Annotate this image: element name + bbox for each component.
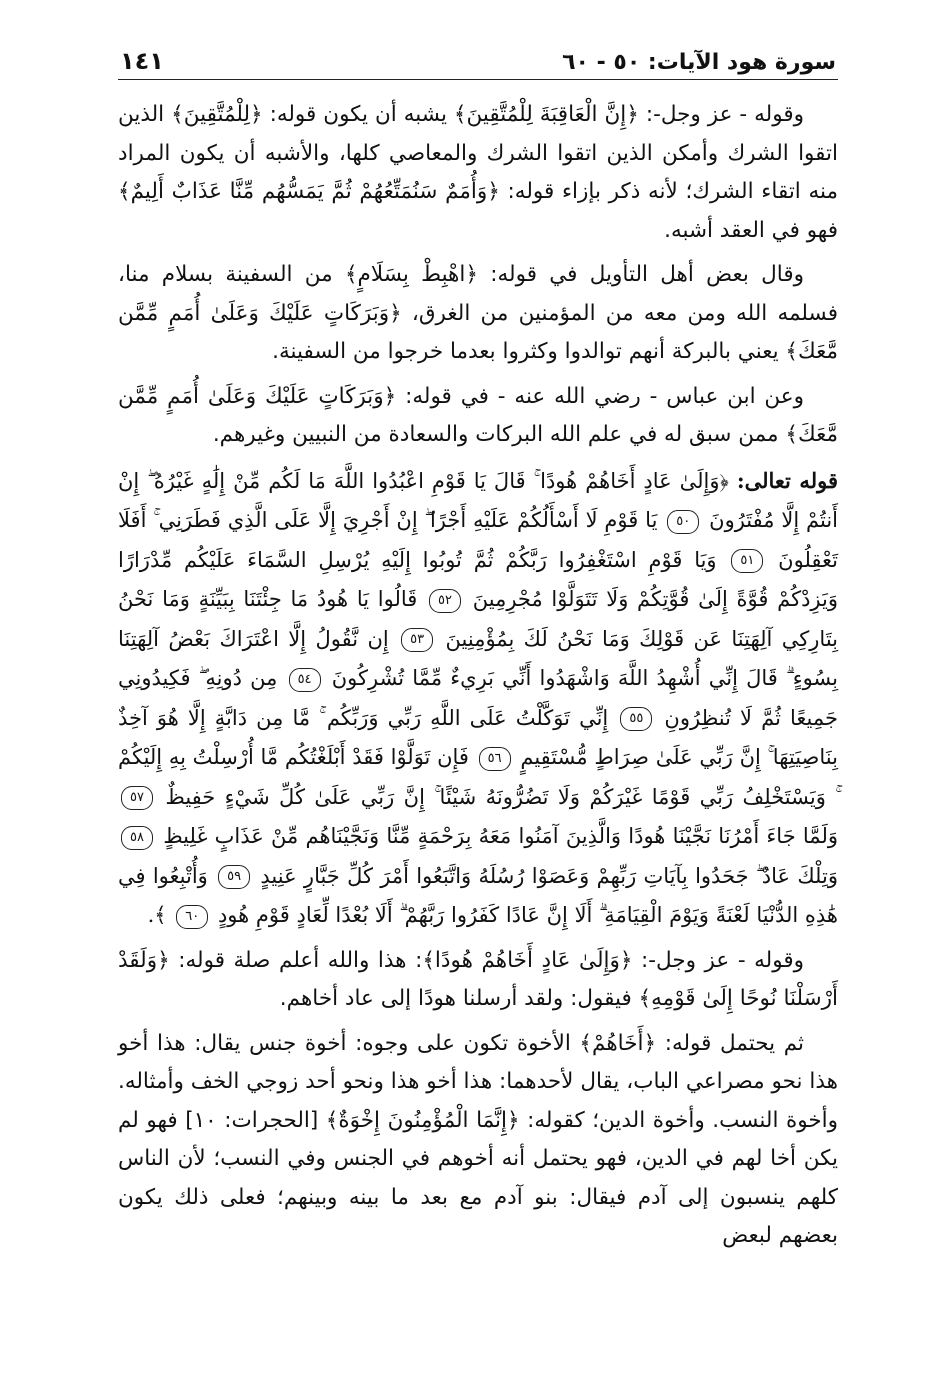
paragraph-commentary-6: ثم يحتمل قوله: ﴿أَخَاهُمْ﴾ الأخوة تكون على وجوه: أخوة جنس يقال: هذا أخو هذا نحو مصراعي الباب، يقال لأحدهما: هذا أخو هذا ونحو أحد زوجي الخف وأمثاله. وأخوة النسب. وأخوة الدين؛ كقوله: ﴿إِنَّمَا الْمُؤْمِنُونَ إِخْوَةٌ﴾ [الحجرات: ١٠] فهو لم يكن أخا لهم في الدين، فهو يحتمل أنه أخوهم في الجنس وفي النسب؛ لأن الناس كلهم ينسبون إلى آدم فيقال: بنو آدم مع بعد ما بينه وبينهم؛ فعلى ذلك يكون بعضهم لبعض bbox=[118, 1030, 838, 1248]
paragraph-commentary-1: وقوله - عز وجل-: ﴿إِنَّ الْعَاقِبَةَ لِلْمُتَّقِينَ﴾ يشبه أن يكون قوله: ﴿لِلْمُتَّقِينَ﴾ الذين اتقوا الشرك وأمكن الذين اتقوا الشرك والمعاصي كلها، والأشبه أن يكون المراد منه اتقاء الشرك؛ لأنه ذكر بإزاء قوله: ﴿وَأُمَمٌ سَنُمَتِّعُهُمْ ثُمَّ يَمَسُّهُم مِّنَّا عَذَابٌ أَلِيمٌ﴾ فهو في العقد أشبه. bbox=[118, 102, 838, 243]
verse-51: يَا قَوْمِ لَا أَسْأَلُكُمْ عَلَيْهِ أَجْرًا ۖ إِنْ أَجْرِيَ إِلَّا عَلَى الَّذِي فَطَرَنِي ۚ أَفَلَا تَعْقِلُونَ bbox=[118, 508, 838, 572]
ayah-marker-55: ٥٥ bbox=[620, 707, 652, 731]
ayah-marker-54: ٥٤ bbox=[289, 668, 321, 692]
ayah-marker-51: ٥١ bbox=[731, 549, 763, 573]
verse-56: إِنِّي تَوَكَّلْتُ عَلَى اللَّهِ رَبِّي وَرَبِّكُم ۚ مَّا مِن دَابَّةٍ إِلَّا هُوَ آخِذٌ بِنَاصِيَتِهَا ۚ إِنَّ رَبِّي عَلَىٰ صِرَاطٍ مُّسْتَقِيمٍ bbox=[118, 705, 838, 769]
verse-52: وَيَا قَوْمِ اسْتَغْفِرُوا رَبَّكُمْ ثُمَّ تُوبُوا إِلَيْهِ يُرْسِلِ السَّمَاءَ عَلَيْكُم مِّدْرَارًا وَيَزِدْكُمْ قُوَّةً إِلَىٰ قُوَّتِكُمْ وَلَا تَتَوَلَّوْا مُجْرِمِينَ bbox=[118, 547, 839, 611]
ayah-marker-59: ٥٩ bbox=[218, 865, 250, 889]
verse-60: وَأُتْبِعُوا فِي هَٰذِهِ الدُّنْيَا لَعْنَةً وَيَوْمَ الْقِيَامَةِ ۗ أَلَا إِنَّ عَادًا كَفَرُوا رَبَّهُمْ ۗ أَلَا بُعْدًا لِّعَادٍ قَوْمِ هُودٍ bbox=[118, 863, 838, 927]
page-body bbox=[118, 96, 838, 1256]
ayah-marker-56: ٥٦ bbox=[479, 747, 511, 771]
ayah-marker-52: ٥٢ bbox=[429, 589, 461, 613]
ayah-marker-50: ٥٠ bbox=[667, 510, 699, 534]
verse-58: وَلَمَّا جَاءَ أَمْرُنَا نَجَّيْنَا هُودًا وَالَّذِينَ آمَنُوا مَعَهُ بِرَحْمَةٍ مِّنَّا وَنَجَّيْنَاهُم مِّنْ عَذَابٍ غَلِيظٍ bbox=[163, 824, 838, 848]
page-header bbox=[118, 40, 838, 80]
paragraph-commentary-5: وقوله - عز وجل-: ﴿وَإِلَىٰ عَادٍ أَخَاهُمْ هُودًا﴾: هذا والله أعلم صلة قوله: ﴿وَلَقَدْ أَرْسَلْنَا نُوحًا إِلَىٰ قَوْمِهِ﴾ فيقول: ولقد أرسلنا هودًا إلى عاد أخاهم. bbox=[118, 947, 838, 1011]
verse-close: ﴾. bbox=[147, 903, 167, 927]
paragraph-commentary-2: وقال بعض أهل التأويل في قوله: ﴿اهْبِطْ بِسَلَامٍ﴾ من السفينة بسلام منا، فسلمه الله ومن معه من المؤمنين من الغرق، ﴿وَبَرَكَاتٍ عَلَيْكَ وَعَلَىٰ أُمَمٍ مِّمَّن مَّعَكَ﴾ يعني بالبركة أنهم توالدوا وكثروا بعدما خرجوا من السفينة. bbox=[118, 262, 838, 364]
verse-lead-label: قوله تعالى: bbox=[736, 467, 838, 493]
ayah-marker-53: ٥٣ bbox=[401, 628, 433, 652]
page bbox=[118, 40, 838, 1340]
paragraph-commentary-3: وعن ابن عباس - رضي الله عنه - في قوله: ﴿وَبَرَكَاتٍ عَلَيْكَ وَعَلَىٰ أُمَمٍ مِّمَّن مَّعَكَ﴾ ممن سبق له في علم الله البركات والسعادة من النبيين وغيرهم. bbox=[118, 383, 838, 447]
header-title: سورة هود الآيات: ٥٠ - ٦٠ bbox=[562, 50, 836, 75]
ayah-marker-57: ٥٧ bbox=[121, 786, 153, 810]
ayah-marker-60: ٦٠ bbox=[176, 905, 208, 929]
verse-54: إِن نَّقُولُ إِلَّا اعْتَرَاكَ بَعْضُ آلِهَتِنَا بِسُوءٍ ۗ قَالَ إِنِّي أُشْهِدُ اللَّهَ وَاشْهَدُوا أَنِّي بَرِيءٌ مِّمَّا تُشْرِكُونَ bbox=[118, 626, 839, 690]
verse-57: فَإِن تَوَلَّوْا فَقَدْ أَبْلَغْتُكُم مَّا أُرْسِلْتُ بِهِ إِلَيْكُمْ ۚ وَيَسْتَخْلِفُ رَبِّي قَوْمًا غَيْرَكُمْ وَلَا تَضُرُّونَهُ شَيْئًا ۚ إِنَّ رَبِّي عَلَىٰ كُلِّ شَيْءٍ حَفِيظٌ bbox=[118, 745, 836, 809]
verse-53: قَالُوا يَا هُودُ مَا جِئْتَنَا بِبَيِّنَةٍ وَمَا نَحْنُ بِتَارِكِي آلِهَتِنَا عَن قَوْلِكَ وَمَا نَحْنُ لَكَ بِمُؤْمِنِينَ bbox=[118, 587, 839, 651]
verse-55: مِن دُونِهِ ۖ فَكِيدُونِي جَمِيعًا ثُمَّ لَا تُنظِرُونِ bbox=[118, 666, 838, 730]
ayah-marker-58: ٥٨ bbox=[121, 826, 153, 850]
verse-50: ﴿وَإِلَىٰ عَادٍ أَخَاهُمْ هُودًا ۚ قَالَ يَا قَوْمِ اعْبُدُوا اللَّهَ مَا لَكُم مِّنْ إِلَٰهٍ غَيْرُهُ ۖ إِنْ أَنتُمْ إِلَّا مُفْتَرُونَ bbox=[118, 468, 838, 532]
verse-59: وَتِلْكَ عَادٌ ۖ جَحَدُوا بِآيَاتِ رَبِّهِمْ وَعَصَوْا رُسُلَهُ وَاتَّبَعُوا أَمْرَ كُلِّ جَبَّارٍ عَنِيدٍ bbox=[260, 863, 838, 888]
page-number: ١٤١ bbox=[120, 47, 164, 75]
quran-verses-block bbox=[118, 461, 838, 936]
